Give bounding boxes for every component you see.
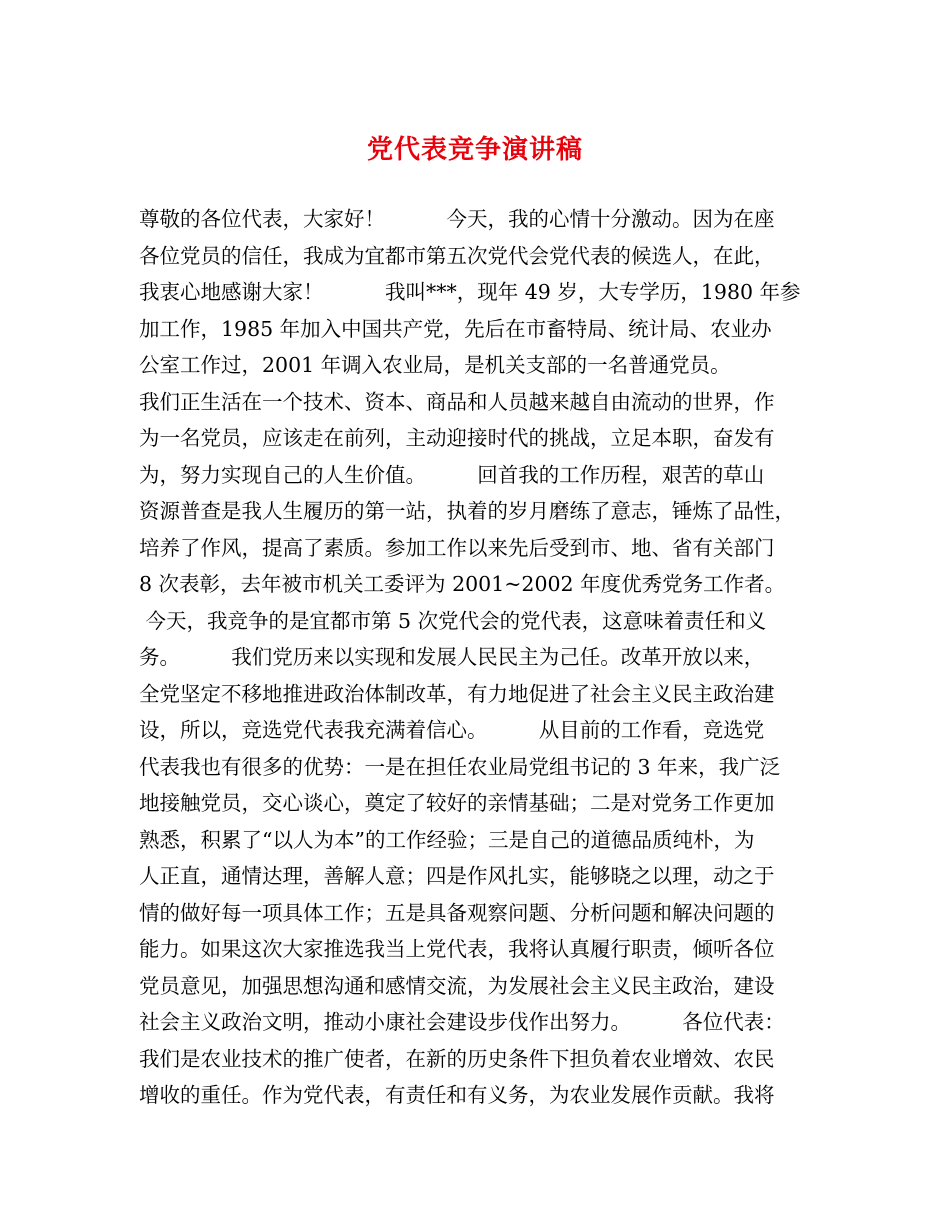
body-line: 设，所以，竞选党代表我充满着信心。 从目前的工作看，竞选党: [139, 718, 765, 742]
page-title: 党代表竞争演讲稿: [366, 135, 583, 165]
body-line: 代表我也有很多的优势：一是在担任农业局党组书记的 3 年来，我广泛: [139, 754, 781, 779]
body-line: 社会主义政治文明，推动小康社会建设步伐作出努力。 各位代表：: [139, 1010, 785, 1034]
body-line: 今天，我竞争的是宜都市第 5 次党代会的党代表，这意味着责任和义: [139, 608, 767, 633]
body-line: 为，努力实现自己的人生价值。 回首我的工作历程，艰苦的草山: [139, 462, 765, 487]
body-line: 情的做好每一项具体工作；五是具备观察问题、分析问题和解决问题的: [139, 900, 775, 925]
body-line: 我们正生活在一个技术、资本、商品和人员越来越自由流动的世界，作: [139, 389, 775, 414]
body-line: 资源普查是我人生履历的第一站，执着的岁月磨练了意志，锤炼了品性，: [139, 499, 795, 523]
body-line: 各位党员的信任，我成为宜都市第五次党代会党代表的候选人，在此，: [139, 243, 775, 268]
body-line: 我衷心地感谢大家！ 我叫***，现年 49 岁，大专学历，1980 年参: [139, 280, 801, 304]
body-line: 熟悉，积累了“以人为本”的工作经验；三是自己的道德品质纯朴，为: [139, 827, 755, 852]
speech-body: [139, 201, 829, 1114]
body-line: 尊敬的各位代表，大家好！ 今天，我的心情十分激动。因为在座: [139, 207, 775, 231]
body-line: 地接触党员，交心谈心，奠定了较好的亲情基础；二是对党务工作更加: [139, 791, 775, 815]
body-line: 为一名党员，应该走在前列，主动迎接时代的挑战，立足本职，奋发有: [139, 426, 775, 450]
body-line: 8 次表彰，去年被市机关工委评为 2001~2002 年度优秀党务工作者。: [139, 572, 786, 596]
body-line: 党员意见，加强思想沟通和感情交流，为发展社会主义民主政治，建设: [139, 973, 775, 998]
body-line: 培养了作风，提高了素质。参加工作以来先后受到市、地、省有关部门: [139, 535, 775, 560]
body-line: 能力。如果这次大家推选我当上党代表，我将认真履行职责，倾听各位: [139, 937, 775, 961]
body-line: 务。 我们党历来以实现和发展人民民主为己任。改革开放以来，: [139, 645, 765, 669]
body-line: 公室工作过，2001 年调入农业局，是机关支部的一名普通党员。: [139, 353, 731, 377]
body-line: 增收的重任。作为党代表，有责任和有义务，为农业发展作贡献。我将: [139, 1083, 775, 1107]
body-line: 我们是农业技术的推广使者，在新的历史条件下担负着农业增效、农民: [139, 1046, 775, 1071]
body-line: 人正直，通情达理，善解人意；四是作风扎实，能够晓之以理，动之于: [139, 864, 775, 888]
body-line: 加工作，1985 年加入中国共产党，先后在市畜特局、统计局、农业办: [139, 316, 772, 341]
body-line: 全党坚定不移地推进政治体制改革，有力地促进了社会主义民主政治建: [139, 681, 775, 706]
